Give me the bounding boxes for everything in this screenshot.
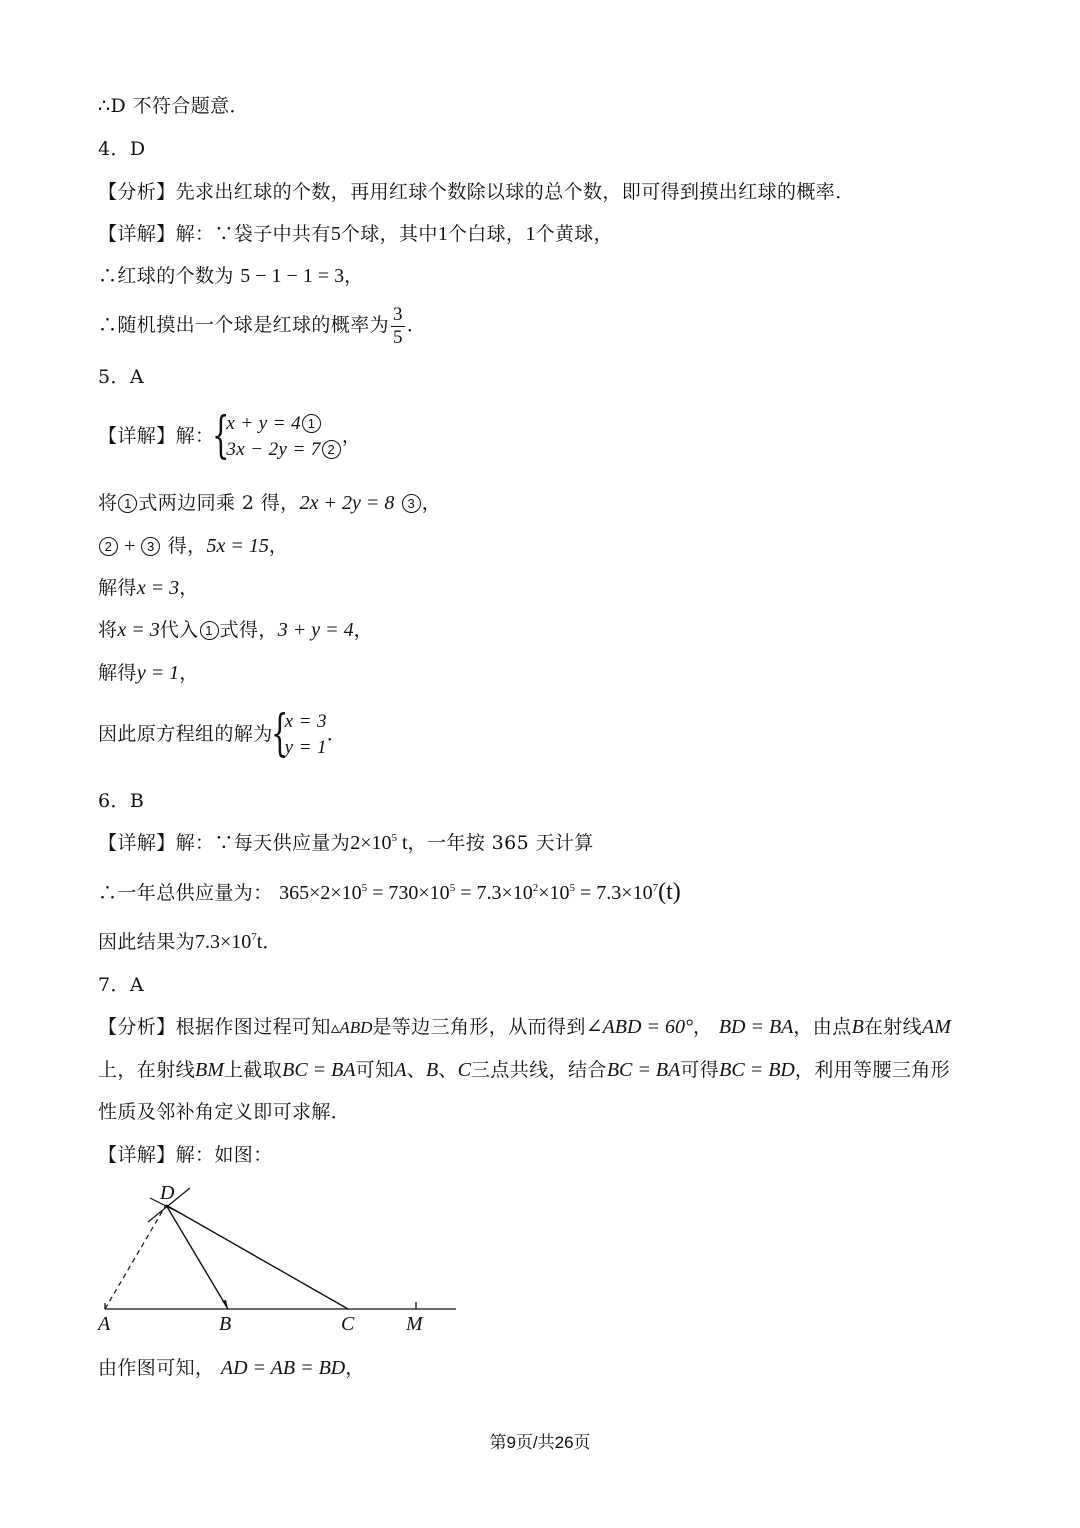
math: BC = BD <box>719 1059 795 1081</box>
label-m: M <box>406 1313 423 1335</box>
text: 个黄球， <box>535 223 614 245</box>
equation: 3x − 2y = 7 2 <box>226 437 341 463</box>
math: BM <box>195 1059 224 1081</box>
text: ∴一年总供应量为： <box>98 882 273 904</box>
text: ， <box>345 1357 365 1379</box>
text: ∴随机摸出一个球是红球的概率为 <box>98 314 390 336</box>
text: 将 <box>98 619 118 641</box>
text: ． <box>326 723 347 745</box>
text: 、 <box>406 1059 427 1081</box>
text: 得， <box>167 535 207 557</box>
math: B <box>426 1059 439 1081</box>
text: 【详解】解：∵袋子中共有 <box>98 223 331 245</box>
question-5-step-3 <box>98 576 199 600</box>
question-5-step-1 <box>98 491 441 515</box>
math: $365\times 2\times 10^5 = 730\times 10^5 = 7.3\times 10^2\times 10^5 = 7.3\times 10^7(t)$ <box>279 879 681 905</box>
segment-bd <box>166 1205 228 1309</box>
math: 5x = 15 <box>206 535 269 557</box>
math: 5 − 1 − 1 = 3 <box>240 265 345 287</box>
segment-ad-dashed <box>105 1205 166 1309</box>
math: 3 + y = 4 <box>277 619 354 641</box>
text: 【详解】解：∵每天供应量为 <box>98 832 351 854</box>
math: 2x + 2y = 8 <box>299 492 395 514</box>
text: ， <box>692 1016 713 1038</box>
segment-cd <box>166 1205 348 1309</box>
question-7-analysis-3: 性质及邻补角定义即可求解． <box>98 1101 351 1123</box>
question-6-total <box>98 880 681 905</box>
circled-number: 3 <box>141 537 160 556</box>
math: y = 1 <box>136 662 180 684</box>
text-line: ∴D 不符合题意． <box>98 95 249 117</box>
text: ， <box>344 265 364 287</box>
text: 解得 <box>98 577 137 599</box>
text: 代入 <box>159 619 199 641</box>
label-a: A <box>98 1313 111 1335</box>
text: ， <box>353 619 374 641</box>
math: BC = BA <box>606 1059 681 1081</box>
text: 、 <box>438 1059 458 1081</box>
math: x = 3 <box>136 577 180 599</box>
text: ， <box>268 535 289 557</box>
math: $2\times 10^5$ t <box>350 832 408 854</box>
text: 【分析】根据作图过程可知 <box>98 1016 331 1038</box>
equation-system <box>212 406 341 464</box>
text: 将 <box>98 492 118 514</box>
fraction <box>391 304 405 349</box>
math: 1 <box>525 223 536 245</box>
text: 因此原方程组的解为 <box>98 723 273 745</box>
question-6-heading: 6．B <box>98 790 145 812</box>
circled-number: 1 <box>200 621 219 640</box>
question-4-probability <box>98 302 426 349</box>
math: AM <box>922 1016 951 1038</box>
equation: y = 1 <box>284 737 327 758</box>
text: ，一年按 365 天计算 <box>407 832 594 854</box>
text: ，由点 <box>793 1016 852 1038</box>
text: ， <box>179 662 199 684</box>
text: 由作图可知， <box>98 1357 215 1379</box>
math: x = 3 <box>117 619 160 641</box>
question-4-analysis: 【分析】先求出红球的个数，再用红球个数除以球的总个数，即可得到摸出红球的概率． <box>98 181 855 203</box>
math: B <box>851 1016 864 1038</box>
question-7-last-line <box>98 1356 365 1380</box>
question-5-step-4 <box>98 618 373 642</box>
text: 上，在射线 <box>98 1059 196 1081</box>
question-5-detail <box>98 406 362 464</box>
label-c: C <box>341 1313 355 1335</box>
math: BD = BA <box>718 1016 794 1038</box>
math: ▵ABD <box>330 1018 373 1037</box>
circled-number: 3 <box>402 494 421 513</box>
question-6-result <box>98 930 282 954</box>
question-7-detail: 【详解】解：如图： <box>98 1144 273 1166</box>
question-4-red-count <box>98 264 364 288</box>
text: 上截取 <box>223 1059 283 1081</box>
circled-number: 2 <box>322 440 341 459</box>
text: ． <box>262 931 282 953</box>
math: ∠ABD = 60° <box>585 1016 693 1038</box>
equation: x + y = 4 1 <box>226 411 341 437</box>
text: 可知 <box>355 1059 395 1081</box>
numerator: 3 <box>393 303 403 325</box>
question-7-analysis-2 <box>98 1058 950 1082</box>
arrow-head-b <box>222 1300 228 1309</box>
question-5-step-2 <box>98 534 288 558</box>
question-5-solution <box>98 706 346 762</box>
page-footer: 第9页/共26页 <box>489 1433 591 1452</box>
question-5-heading: 5．A <box>98 366 145 388</box>
text: ， <box>179 577 199 599</box>
denominator: 5 <box>393 326 403 348</box>
equation: x = 3 <box>284 711 327 732</box>
math: + <box>119 535 141 557</box>
text: ， <box>421 492 442 514</box>
question-4-detail <box>98 222 613 246</box>
geometry-figure <box>90 1178 470 1338</box>
question-4-heading: 4．D <box>98 138 146 160</box>
math: $7.3\times 10^7t$ <box>195 931 263 953</box>
brace: { <box>270 704 289 762</box>
circled-number: 1 <box>302 414 321 433</box>
math: BC = BA <box>282 1059 356 1081</box>
math: 5 <box>330 223 341 245</box>
text: 式两边同乘 2 得， <box>138 492 300 514</box>
math: AD = AB = BD <box>220 1357 346 1379</box>
question-7-heading: 7．A <box>98 974 145 996</box>
text: 因此结果为 <box>98 931 196 953</box>
text: 【详解】解： <box>98 425 215 447</box>
text: 式得， <box>219 619 278 641</box>
text: 在射线 <box>863 1016 923 1038</box>
label-d: D <box>160 1182 175 1204</box>
brace: { <box>212 406 231 464</box>
text: ∴红球的个数为 <box>98 265 234 287</box>
solution-system <box>270 704 327 762</box>
text: 三点共线，结合 <box>471 1059 607 1081</box>
text: 个球，其中 <box>340 223 438 245</box>
label-b: B <box>219 1313 232 1335</box>
text: 是等边三角形，从而得到 <box>372 1016 586 1038</box>
math: 1 <box>437 223 448 245</box>
text: ，利用等腰三角形 <box>794 1059 951 1081</box>
circled-number: 2 <box>99 537 118 556</box>
text: ． <box>406 314 427 336</box>
text: 个白球， <box>447 223 526 245</box>
question-6-detail <box>98 831 594 855</box>
question-5-step-5 <box>98 661 199 685</box>
circled-number: 1 <box>118 494 137 513</box>
text: 可得 <box>680 1059 720 1081</box>
math: A <box>394 1059 407 1081</box>
math: C <box>457 1059 472 1081</box>
text: ， <box>341 425 362 447</box>
question-7-analysis-1 <box>98 1015 951 1040</box>
text: 解得 <box>98 662 137 684</box>
